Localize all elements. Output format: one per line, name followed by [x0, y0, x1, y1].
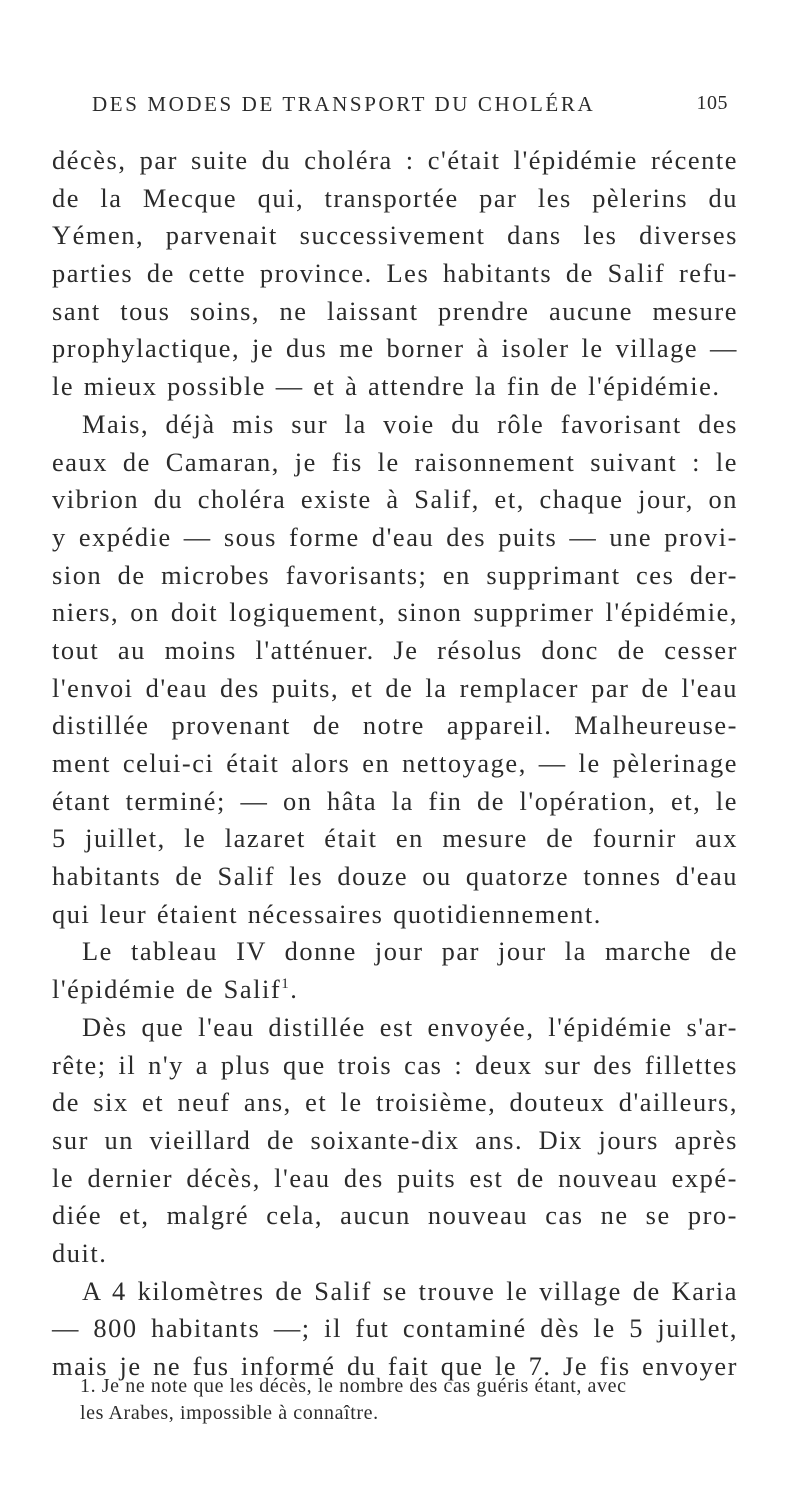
- footnote: [80, 1373, 730, 1427]
- text-line: distillée provenant de notre appareil. Malheureuse-: [52, 710, 738, 741]
- text-line: étant terminé; — on hâta la fin de l'opération, et, le: [52, 785, 738, 816]
- footnote-line: les Arabes, impossible à connaître.: [80, 1402, 379, 1424]
- text-line: tout au moins l'atténuer. Je résolus donc de cesser: [52, 634, 738, 665]
- running-head: [92, 92, 728, 122]
- running-title: DES MODES DE TRANSPORT DU CHOLÉRA: [92, 92, 596, 116]
- text-line: de six et neuf ans, et le troisième, douteux d'ailleurs,: [52, 1087, 738, 1118]
- body-text: [52, 142, 738, 1386]
- text-line: mais je ne fus informé du fait que le 7. Je fis envoyer: [52, 1351, 738, 1381]
- text-line: de la Mecque qui, transportée par les pèlerins du: [52, 182, 738, 213]
- text-line: prophylactique, je dus me borner à isoler le village —: [52, 333, 738, 364]
- text-line: eaux de Camaran, je fis le raisonnement suivant : le: [52, 446, 738, 477]
- text-line: qui leur étaient nécessaires quotidiennement.: [52, 898, 602, 929]
- text-line: Yémen, parvenait successivement dans les diverses: [52, 220, 738, 251]
- text-line: décès, par suite du choléra : c'était l'épidémie récente: [52, 145, 738, 175]
- text-line: — 800 habitants —; il fut contaminé dès le 5 juillet,: [52, 1313, 738, 1344]
- text-line: sion de microbes favorisants; en supprimant ces der-: [52, 559, 738, 590]
- text-line: l'envoi d'eau des puits, et de la remplacer par de l'eau: [52, 672, 738, 703]
- text-line: y expédie — sous forme d'eau des puits — une provi-: [52, 521, 738, 552]
- text-line: ment celui-ci était alors en nettoyage, — le pèlerinage: [52, 748, 738, 778]
- text-line: sant tous soins, ne laissant prendre aucune mesure: [52, 295, 738, 326]
- text-line: le dernier décès, l'eau des puits est de nouveau expé-: [52, 1162, 738, 1193]
- text-line-with-footnote: [52, 971, 738, 1009]
- text-line: Dès que l'eau distillée est envoyée, l'épidémie s'ar-: [82, 1011, 738, 1042]
- footnote-reference: 1: [281, 976, 291, 993]
- text-line: le mieux possible — et à attendre la fin de l'épidémie.: [52, 371, 721, 402]
- text-line: duit.: [52, 1237, 108, 1268]
- text-fragment: l'épidémie de Salif: [52, 974, 282, 1005]
- text-line: habitants de Salif les douze ou quatorze tonnes d'eau: [52, 861, 738, 892]
- text-line: parties de cette province. Les habitants de Salif refu-: [52, 258, 738, 289]
- footnote-line: 1. Je ne note que les décès, le nombre des cas guéris étant, avec: [80, 1375, 627, 1397]
- page-number: 105: [696, 92, 728, 114]
- text-line: niers, on doit logiquement, sinon supprimer l'épidémie,: [52, 597, 738, 628]
- sentence-period: .: [290, 974, 299, 1005]
- text-line: diée et, malgré cela, aucun nouveau cas ne se pro-: [52, 1200, 738, 1231]
- text-line: vibrion du choléra existe à Salif, et, chaque jour, on: [52, 484, 738, 515]
- text-line: sur un vieillard de soixante-dix ans. Dix jours après: [52, 1124, 738, 1155]
- text-line: Mais, déjà mis sur la voie du rôle favorisant des: [82, 408, 738, 439]
- text-line: Le tableau IV donne jour par jour la marche de: [82, 936, 738, 967]
- text-line: A 4 kilomètres de Salif se trouve le village de Karia: [82, 1275, 738, 1306]
- text-line: 5 juillet, le lazaret était en mesure de fournir aux: [52, 823, 738, 854]
- text-line: rête; il n'y a plus que trois cas : deux sur des fillettes: [52, 1049, 738, 1080]
